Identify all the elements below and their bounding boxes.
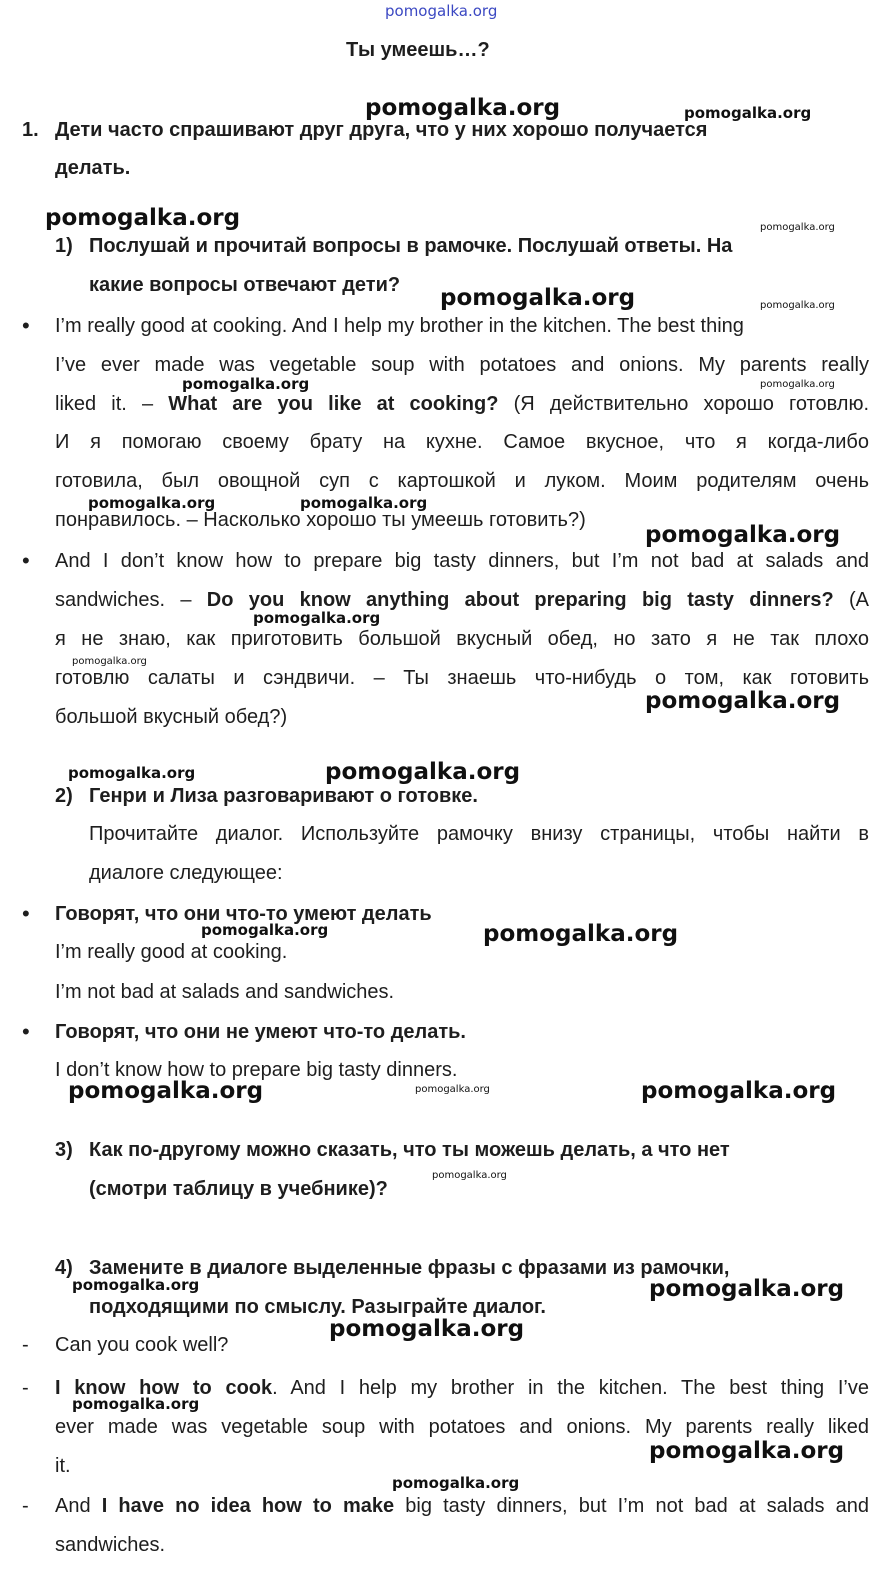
watermark: pomogalka.org: [201, 921, 329, 939]
bullet-icon: •: [22, 313, 30, 338]
watermark: pomogalka.org: [645, 688, 841, 714]
b2-line3: я не знаю, как приготовить большой вкусный обед, но зато я не так плохо: [55, 628, 869, 650]
b1-line5: готовила, был овощной суп с картошкой и луком. Моим родителям очень: [55, 470, 869, 492]
b1-line1: [55, 314, 869, 338]
task-heading-line1: Дети часто спрашивают друг друга, что у них хорошо получается: [55, 119, 708, 141]
dialog-line-2c: it.: [55, 1455, 71, 1477]
b1-line4: И я помогаю своему брату на кухне. Самое вкусное, что я когда-либо: [55, 431, 869, 453]
question-highlight: What are you like at cooking?: [168, 393, 499, 415]
sub1-number: 1): [55, 235, 73, 257]
cannot-heading: Говорят, что они не умеют что-то делать.: [55, 1021, 466, 1043]
dialog-l3-text: And: [55, 1495, 102, 1517]
watermark: pomogalka.org: [72, 1276, 200, 1294]
watermark: pomogalka.org: [68, 764, 196, 782]
dialog-line-3b: sandwiches.: [55, 1534, 166, 1556]
sub1-line1: Послушай и прочитай вопросы в рамочке. Послушай ответы. На: [89, 235, 733, 257]
b1-l3-text: liked it. –: [55, 393, 169, 415]
watermark: pomogalka.org: [72, 1395, 200, 1413]
sub2-heading: Генри и Лиза разговаривают о готовке.: [89, 785, 478, 807]
watermark: pomogalka.org: [68, 1078, 264, 1104]
sub2-line2: диалоге следующее:: [89, 862, 283, 884]
watermark: pomogalka.org: [88, 494, 216, 512]
watermark: pomogalka.org: [415, 1084, 490, 1095]
task-heading-line2: делать.: [55, 157, 131, 179]
phrase-highlight: I have no idea how to make: [101, 1495, 395, 1517]
b2-l2-text: sandwiches. –: [55, 589, 207, 611]
b2-line1: And I don’t know how to prepare big tasty dinners, but I’m not bad at salads and: [55, 550, 869, 572]
sub3-line1: Как по-другому можно сказать, что ты можешь делать, а что нет: [89, 1139, 730, 1161]
b1-l3-rest: (Я действительно хорошо готовлю.: [498, 393, 869, 415]
sub2-line1: Прочитайте диалог. Используйте рамочку внизу страницы, чтобы найти в: [89, 823, 869, 845]
bullet-icon: •: [22, 1019, 30, 1044]
dialog-l2-rest: . And I help my brother in the kitchen. The best thing I’ve: [272, 1377, 869, 1399]
watermark: pomogalka.org: [760, 222, 835, 233]
dialog-l3-rest: big tasty dinners, but I’m not bad at salads and: [394, 1495, 869, 1517]
b1-line3: [55, 392, 869, 416]
cannot-example-1: I don’t know how to prepare big tasty dinners.: [55, 1059, 458, 1081]
dialog-line-1: Can you cook well?: [55, 1334, 229, 1356]
watermark: pomogalka.org: [760, 379, 835, 390]
page-title: Ты умеешь…?: [346, 39, 490, 61]
watermark: pomogalka.org: [440, 285, 636, 311]
can-example-2: I’m not bad at salads and sandwiches.: [55, 981, 395, 1003]
dialog-line-3: [55, 1494, 869, 1518]
watermark: pomogalka.org: [483, 921, 679, 947]
can-heading: Говорят, что они что-то умеют делать: [55, 903, 432, 925]
b1-line2: I’ve ever made was vegetable soup with potatoes and onions. My parents really: [55, 354, 869, 376]
b2-line2: [55, 588, 869, 612]
question-highlight: Do you know anything about preparing big tasty dinners?: [206, 589, 834, 611]
sub1-line2: какие вопросы отвечают дети?: [89, 274, 401, 296]
watermark: pomogalka.org: [649, 1276, 845, 1302]
phrase-highlight: I know how to cook: [55, 1377, 273, 1399]
watermark: pomogalka.org: [325, 759, 521, 785]
b2-line4: готовлю салаты и сэндвичи. – Ты знаешь что-нибудь о том, как готовить: [55, 667, 869, 689]
watermark: pomogalka.org: [641, 1078, 837, 1104]
b2-l2-rest: (А: [833, 589, 870, 611]
sub4-line1: Замените в диалоге выделенные фразы с фразами из рамочки,: [89, 1257, 730, 1279]
dialog-line-2b: ever made was vegetable soup with potatoes and onions. My parents really liked: [55, 1416, 869, 1438]
watermark: pomogalka.org: [392, 1474, 520, 1492]
dialog-dash: -: [22, 1495, 29, 1517]
watermark: pomogalka.org: [760, 300, 835, 311]
task-number: 1.: [22, 119, 39, 141]
sub3-number: 3): [55, 1139, 73, 1161]
watermark: pomogalka.org: [645, 522, 841, 548]
watermark-top[interactable]: pomogalka.org: [385, 2, 498, 20]
watermark: pomogalka.org: [329, 1316, 525, 1342]
bullet-icon: •: [22, 901, 30, 926]
watermark: pomogalka.org: [365, 95, 561, 121]
sub4-number: 4): [55, 1257, 73, 1279]
watermark: pomogalka.org: [649, 1438, 845, 1464]
sub3-line2: (смотри таблицу в учебнике)?: [89, 1178, 388, 1200]
watermark: pomogalka.org: [72, 656, 147, 667]
b2-line5: большой вкусный обед?): [55, 706, 288, 728]
sub2-number: 2): [55, 785, 73, 807]
watermark: pomogalka.org: [253, 609, 381, 627]
can-example-1: I’m really good at cooking.: [55, 941, 288, 963]
watermark: pomogalka.org: [45, 205, 241, 231]
bullet-icon: •: [22, 548, 30, 573]
sub4-line2: подходящими по смыслу. Разыграйте диалог.: [89, 1296, 546, 1318]
dialog-dash: -: [22, 1334, 29, 1356]
b1-line6: понравилось. – Насколько хорошо ты умеешь готовить?): [55, 509, 586, 531]
watermark: pomogalka.org: [684, 104, 812, 122]
b1-text: I’m really good at cooking. And I help my brother in the kitchen. The best thing: [55, 315, 744, 337]
watermark: pomogalka.org: [182, 375, 310, 393]
watermark: pomogalka.org: [300, 494, 428, 512]
dialog-dash: -: [22, 1377, 29, 1399]
watermark: pomogalka.org: [432, 1170, 507, 1181]
